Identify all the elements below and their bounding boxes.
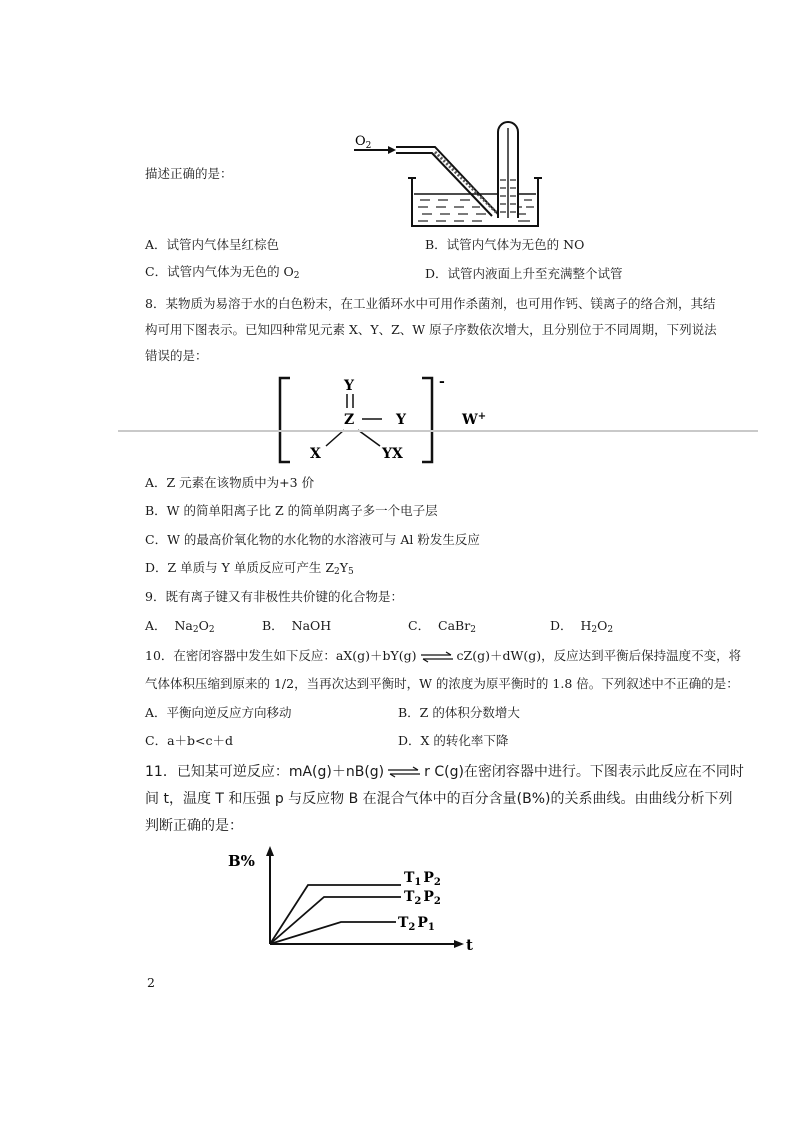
page-number: 2 — [147, 975, 155, 990]
q11-stem-line3: 判断正确的是： — [145, 818, 243, 834]
anion-charge: - — [439, 374, 445, 390]
curve-t2p1 — [270, 922, 396, 944]
q7-option-b: B．试管内气体为无色的 NO — [425, 237, 585, 252]
q8-option-d: D．Z 单质与 Y 单质反应可产生 $Z_2Y_5$ — [145, 560, 354, 577]
q10-option-d: D．X 的转化率下降 — [398, 733, 509, 748]
q11-stem-line2: 间 t，温度 T 和压强 p 与反应物 B 在混合气体中的百分含量(B%)的关系曲线。由曲线分析下列 — [145, 791, 733, 807]
q8-stem-line2: 构可用下图表示。已知四种常见元素 X、Y、Z、W 原子序数依次增大，且分别位于不同周期，下列说法 — [145, 322, 717, 337]
curve-t2p1-label: $T_2$ $P_1$ — [398, 915, 435, 933]
q9-option-c: C． CaBr$_2$ — [408, 618, 476, 635]
group-yx: YX — [382, 446, 403, 462]
b-percent-time-graph — [226, 842, 486, 957]
cation-w: W+ — [462, 411, 487, 428]
q9-stem: 9．既有离子键又有非极性共价键的化合物是： — [145, 589, 403, 604]
o2-label: $O_2$ — [355, 134, 372, 151]
anion-structure-diagram — [276, 372, 506, 468]
curve-t2p2 — [270, 897, 401, 944]
q10-option-a: A．平衡向逆反应方向移动 — [145, 705, 292, 720]
q8-stem-line3: 错误的是： — [145, 348, 208, 363]
atom-x: X — [310, 446, 321, 462]
q8-stem-line1: 8．某物质为易溶于水的白色粉末，在工业循环水中可用作杀菌剂，也可用作钙、镁离子的络合剂，其结 — [145, 296, 716, 311]
q8-option-a: A．Z 元素在该物质中为+3 价 — [145, 475, 315, 490]
x-axis-label: t — [466, 936, 473, 954]
q7-option-d: D．试管内液面上升至充满整个试管 — [425, 266, 623, 281]
q7-option-a: A．试管内气体呈红棕色 — [145, 237, 280, 252]
curve-t2p2-label: $T_2$ $P_2$ — [404, 889, 441, 907]
q10-option-b: B．Z 的体积分数增大 — [398, 705, 520, 720]
curve-t1p2-label: $T_1$ $P_2$ — [404, 870, 441, 888]
q7-option-c: C．试管内气体为无色的 $O_2$ — [145, 264, 300, 281]
equilibrium-arrow-icon — [386, 766, 422, 778]
q7-stem: 描述正确的是： — [145, 166, 233, 181]
y-axis-label: B% — [228, 852, 255, 870]
atom-y-right: Y — [396, 412, 406, 428]
q9-option-d: D． $H_2O_2$ — [550, 618, 614, 635]
gas-apparatus-diagram — [340, 118, 570, 238]
q8-option-c: C．W 的最高价氧化物的水化物的水溶液可与 Al 粉发生反应 — [145, 532, 480, 547]
q10-option-c: C．a＋b<c＋d — [145, 733, 233, 748]
q8-option-b: B．W 的简单阳离子比 Z 的简单阴离子多一个电子层 — [145, 503, 438, 518]
equilibrium-arrow-icon — [419, 651, 455, 663]
q10-stem-line1: 10．在密闭容器中发生如下反应：aX(g)＋bY(g) cZ(g)＋dW(g)，反应达到平衡后保持温度不变，将 — [145, 648, 742, 663]
curve-t1p2 — [270, 885, 401, 944]
atom-z: Z — [344, 412, 355, 428]
water-trough — [412, 178, 538, 226]
atom-y-top: Y — [344, 378, 354, 394]
q9-option-a: A． $Na_2O_2$ — [145, 618, 215, 635]
q11-stem-line1: 11．已知某可逆反应：mA(g)＋nB(g) r C(g)在密闭容器中进行。下图表示此反应在不同时 — [145, 764, 744, 780]
scan-divider — [118, 430, 758, 432]
q9-option-b: B． NaOH — [262, 618, 332, 633]
q10-stem-line2: 气体体积压缩到原来的 1/2，当再次达到平衡时，W 的浓度为原平衡时的 1.8 倍。下列叙述中不正确的是： — [145, 676, 739, 691]
